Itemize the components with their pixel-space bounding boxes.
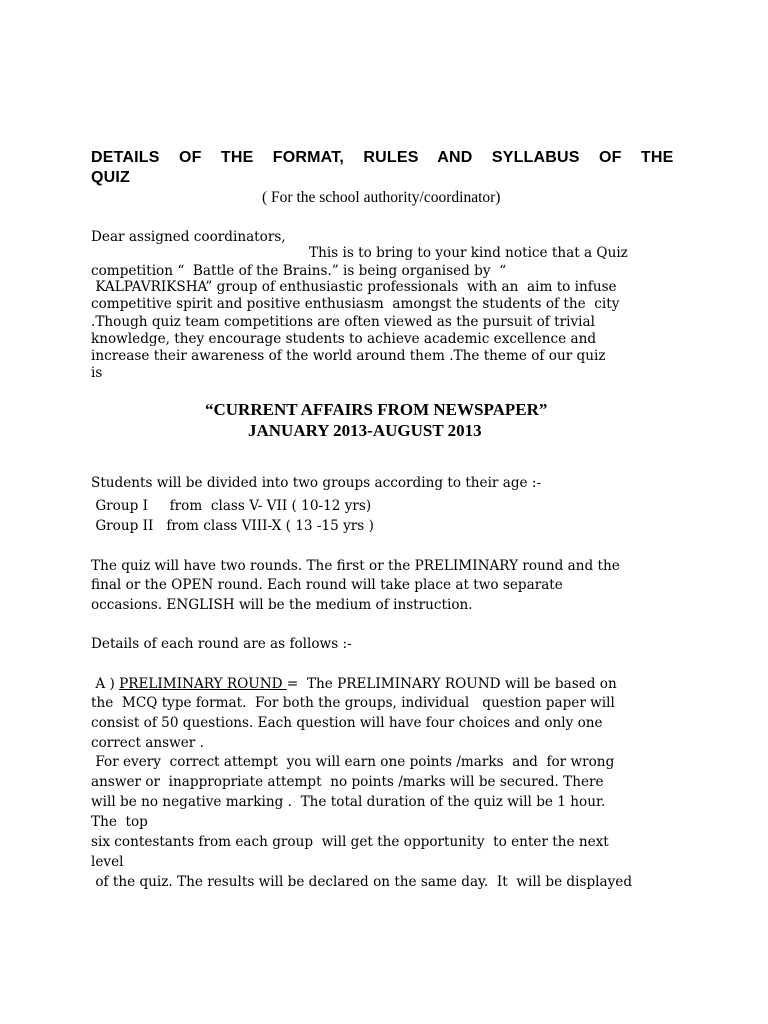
heading-line-1: DETAILS OF THE FORMAT, RULES AND SYLLABUS OF THE	[91, 149, 674, 166]
prelim-line: the MCQ type format. For both the groups, individual question paper will	[91, 695, 615, 711]
salutation: Dear assigned coordinators,	[91, 229, 286, 245]
intro-line: KALPAVRIKSHA” group of enthusiastic professionals with an aim to infuse	[91, 279, 617, 295]
group-item: Group I from class V- VII ( 10-12 yrs)	[91, 498, 372, 514]
theme-title: “CURRENT AFFAIRS FROM NEWSPAPER”	[205, 400, 548, 419]
prelim-suffix: = The PRELIMINARY ROUND will be based on	[286, 676, 617, 692]
rounds-line: occasions. ENGLISH will be the medium of instruction.	[91, 597, 473, 613]
intro-line: increase their awareness of the world around them .The theme of our quiz	[91, 348, 606, 364]
prelim-prefix: A )	[91, 676, 120, 692]
prelim-line: level	[91, 854, 124, 870]
prelim-line: For every correct attempt you will earn one points /marks and for wrong	[91, 754, 615, 770]
intro-line: .Though quiz team competitions are often viewed as the pursuit of trivial	[91, 314, 595, 330]
prelim-line: consist of 50 questions. Each question will have four choices and only one	[91, 715, 603, 731]
heading-line-2: QUIZ	[91, 169, 131, 186]
rounds-line: The quiz will have two rounds. The first or the PRELIMINARY round and the	[91, 558, 620, 574]
rounds-line: final or the OPEN round. Each round will take place at two separate	[91, 577, 563, 593]
prelim-title: PRELIMINARY ROUND	[119, 676, 287, 692]
intro-line: competition “ Battle of the Brains.” is being organised by “	[91, 263, 507, 279]
intro-line: knowledge, they encourage students to achieve academic excellence and	[91, 331, 597, 347]
subtitle: ( For the school authority/coordinator)	[262, 189, 501, 206]
intro-line: competitive spirit and positive enthusiasm amongst the students of the city	[91, 296, 620, 312]
prelim-line: will be no negative marking . The total duration of the quiz will be 1 hour.	[91, 794, 606, 810]
intro-line: This is to bring to your kind notice that a Quiz	[309, 245, 628, 261]
prelim-line: correct answer .	[91, 735, 204, 751]
theme-period: JANUARY 2013-AUGUST 2013	[248, 421, 482, 440]
details-intro: Details of each round are as follows :-	[91, 636, 352, 652]
intro-line: is	[91, 365, 103, 381]
prelim-line: answer or inappropriate attempt no points /marks will be secured. There	[91, 774, 604, 790]
prelim-line: The top	[91, 814, 148, 830]
prelim-line: six contestants from each group will get the opportunity to enter the next	[91, 834, 609, 850]
group-item: Group II from class VIII-X ( 13 -15 yrs )	[91, 518, 374, 534]
groups-intro: Students will be divided into two groups according to their age :-	[91, 475, 542, 491]
prelim-line: of the quiz. The results will be declared on the same day. It will be displayed	[91, 874, 633, 890]
prelim-heading-line	[91, 675, 617, 693]
